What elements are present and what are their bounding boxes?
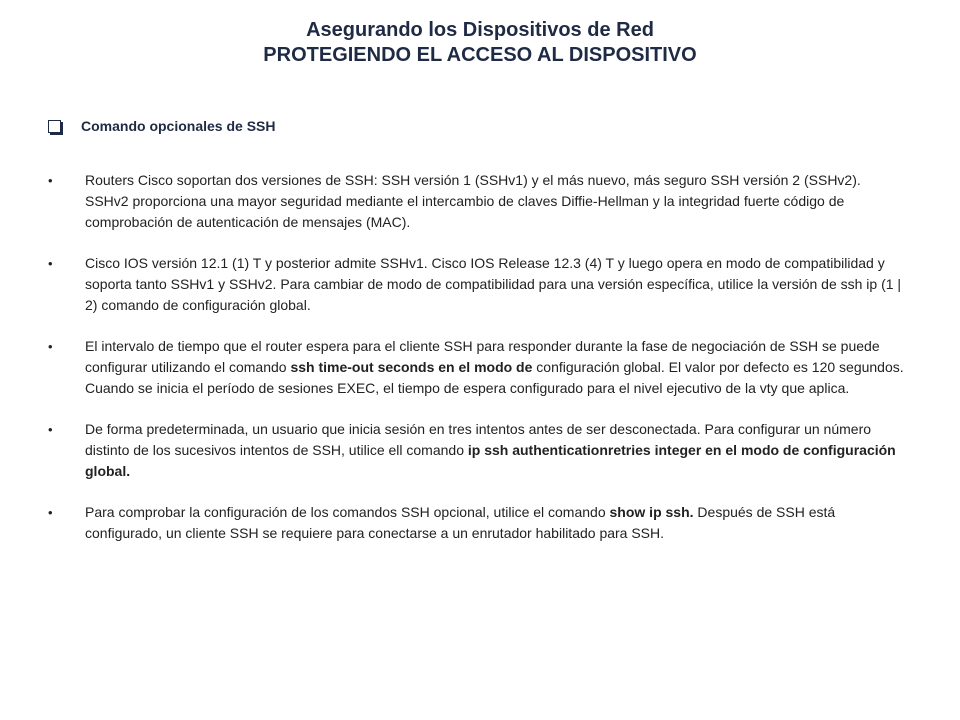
bullet-text-part: Para comprobar la configuración de los comandos SSH opcional, utilice el comando bbox=[85, 504, 610, 520]
bullet-text bbox=[85, 336, 908, 399]
bullet-text: Cisco IOS versión 12.1 (1) T y posterior admite SSHv1. Cisco IOS Release 12.3 (4) T y luego opera en modo de compatibilidad y soporta tanto SSHv1 y SSHv2. Para cambiar de modo de compatibilidad para una versión específica, utilice la versión de ssh ip (1 | 2) comando de configuración global. bbox=[85, 255, 902, 313]
checkbox-bullet-icon bbox=[48, 120, 61, 133]
bullet-text-part: De forma predeterminada, un usuario que inicia sesión en tres intentos antes de ser desconectada. Para configurar un número distinto de los sucesivos intentos de SSH, utilice ell comando bbox=[85, 421, 872, 458]
bullet-list bbox=[48, 170, 908, 564]
bullet-dot-icon: • bbox=[48, 339, 53, 354]
bullet-dot-icon: • bbox=[48, 505, 53, 520]
slide-subtitle: PROTEGIENDO EL ACCESO AL DISPOSITIVO bbox=[263, 44, 697, 66]
bullet-item bbox=[48, 336, 908, 399]
bullet-text-part: Después de SSH está configurado, un cliente SSH se requiere para conectarse a un enrutador habilitado para SSH. bbox=[85, 504, 836, 541]
bullet-item bbox=[48, 170, 908, 233]
section-heading bbox=[48, 118, 275, 134]
slide-title: Asegurando los Dispositivos de Red bbox=[306, 19, 654, 41]
bullet-text-part: El intervalo de tiempo que el router espera para el cliente SSH para responder durante la fase de negociación de SSH se puede configurar utilizando el comando bbox=[85, 338, 880, 375]
bullet-item bbox=[48, 419, 908, 482]
slide-title-block bbox=[0, 18, 960, 68]
bullet-command: show ip ssh. bbox=[609, 504, 694, 520]
bullet-text bbox=[85, 419, 908, 482]
bullet-text bbox=[85, 502, 908, 544]
bullet-command: ssh time-out seconds en el modo de bbox=[290, 359, 533, 375]
bullet-dot-icon: • bbox=[48, 422, 53, 437]
bullet-command: ip ssh authenticationretries integer en el modo de configuración global. bbox=[85, 442, 896, 479]
bullet-item bbox=[48, 502, 908, 544]
bullet-text-part: configuración global. El valor por defecto es 120 segundos. Cuando se inicia el período de sesiones EXEC, el tiempo de espera configurado para el nivel ejecutivo de la vty que aplica. bbox=[85, 359, 904, 396]
bullet-item bbox=[48, 253, 908, 316]
bullet-text: Routers Cisco soportan dos versiones de SSH: SSH versión 1 (SSHv1) y el más nuevo, más seguro SSH versión 2 (SSHv2). SSHv2 proporciona una mayor seguridad mediante el intercambio de claves Diffie-Hellman y la integridad fuerte código de comprobación de autenticación de mensajes (MAC). bbox=[85, 172, 861, 230]
section-heading-label: Comando opcionales de SSH bbox=[81, 118, 276, 134]
bullet-dot-icon: • bbox=[48, 256, 53, 271]
bullet-dot-icon: • bbox=[48, 173, 53, 188]
